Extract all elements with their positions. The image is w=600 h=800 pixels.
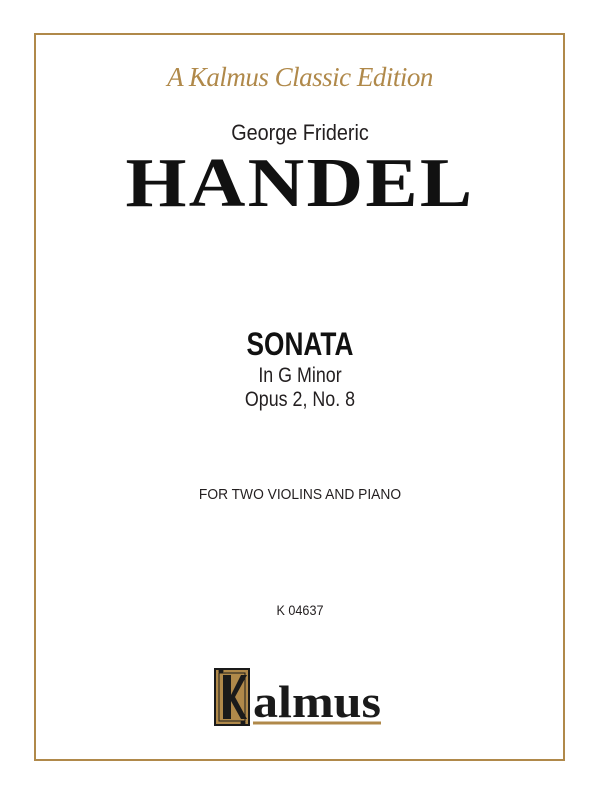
catalog-number: K 04637: [276, 602, 324, 618]
edition-label: A Kalmus Classic Edition: [167, 62, 433, 92]
instrumentation: FOR TWO VIOLINS AND PIANO: [198, 486, 402, 503]
composer-last-name: HANDEL: [125, 145, 475, 222]
work-key: In G Minor: [258, 364, 342, 387]
publisher-logo: [213, 665, 386, 729]
work-title: SONATA: [246, 326, 354, 362]
svg-text:almus: almus: [253, 676, 381, 727]
composer-first-name: George Frideric: [231, 120, 369, 145]
work-opus: Opus 2, No. 8: [244, 388, 356, 411]
